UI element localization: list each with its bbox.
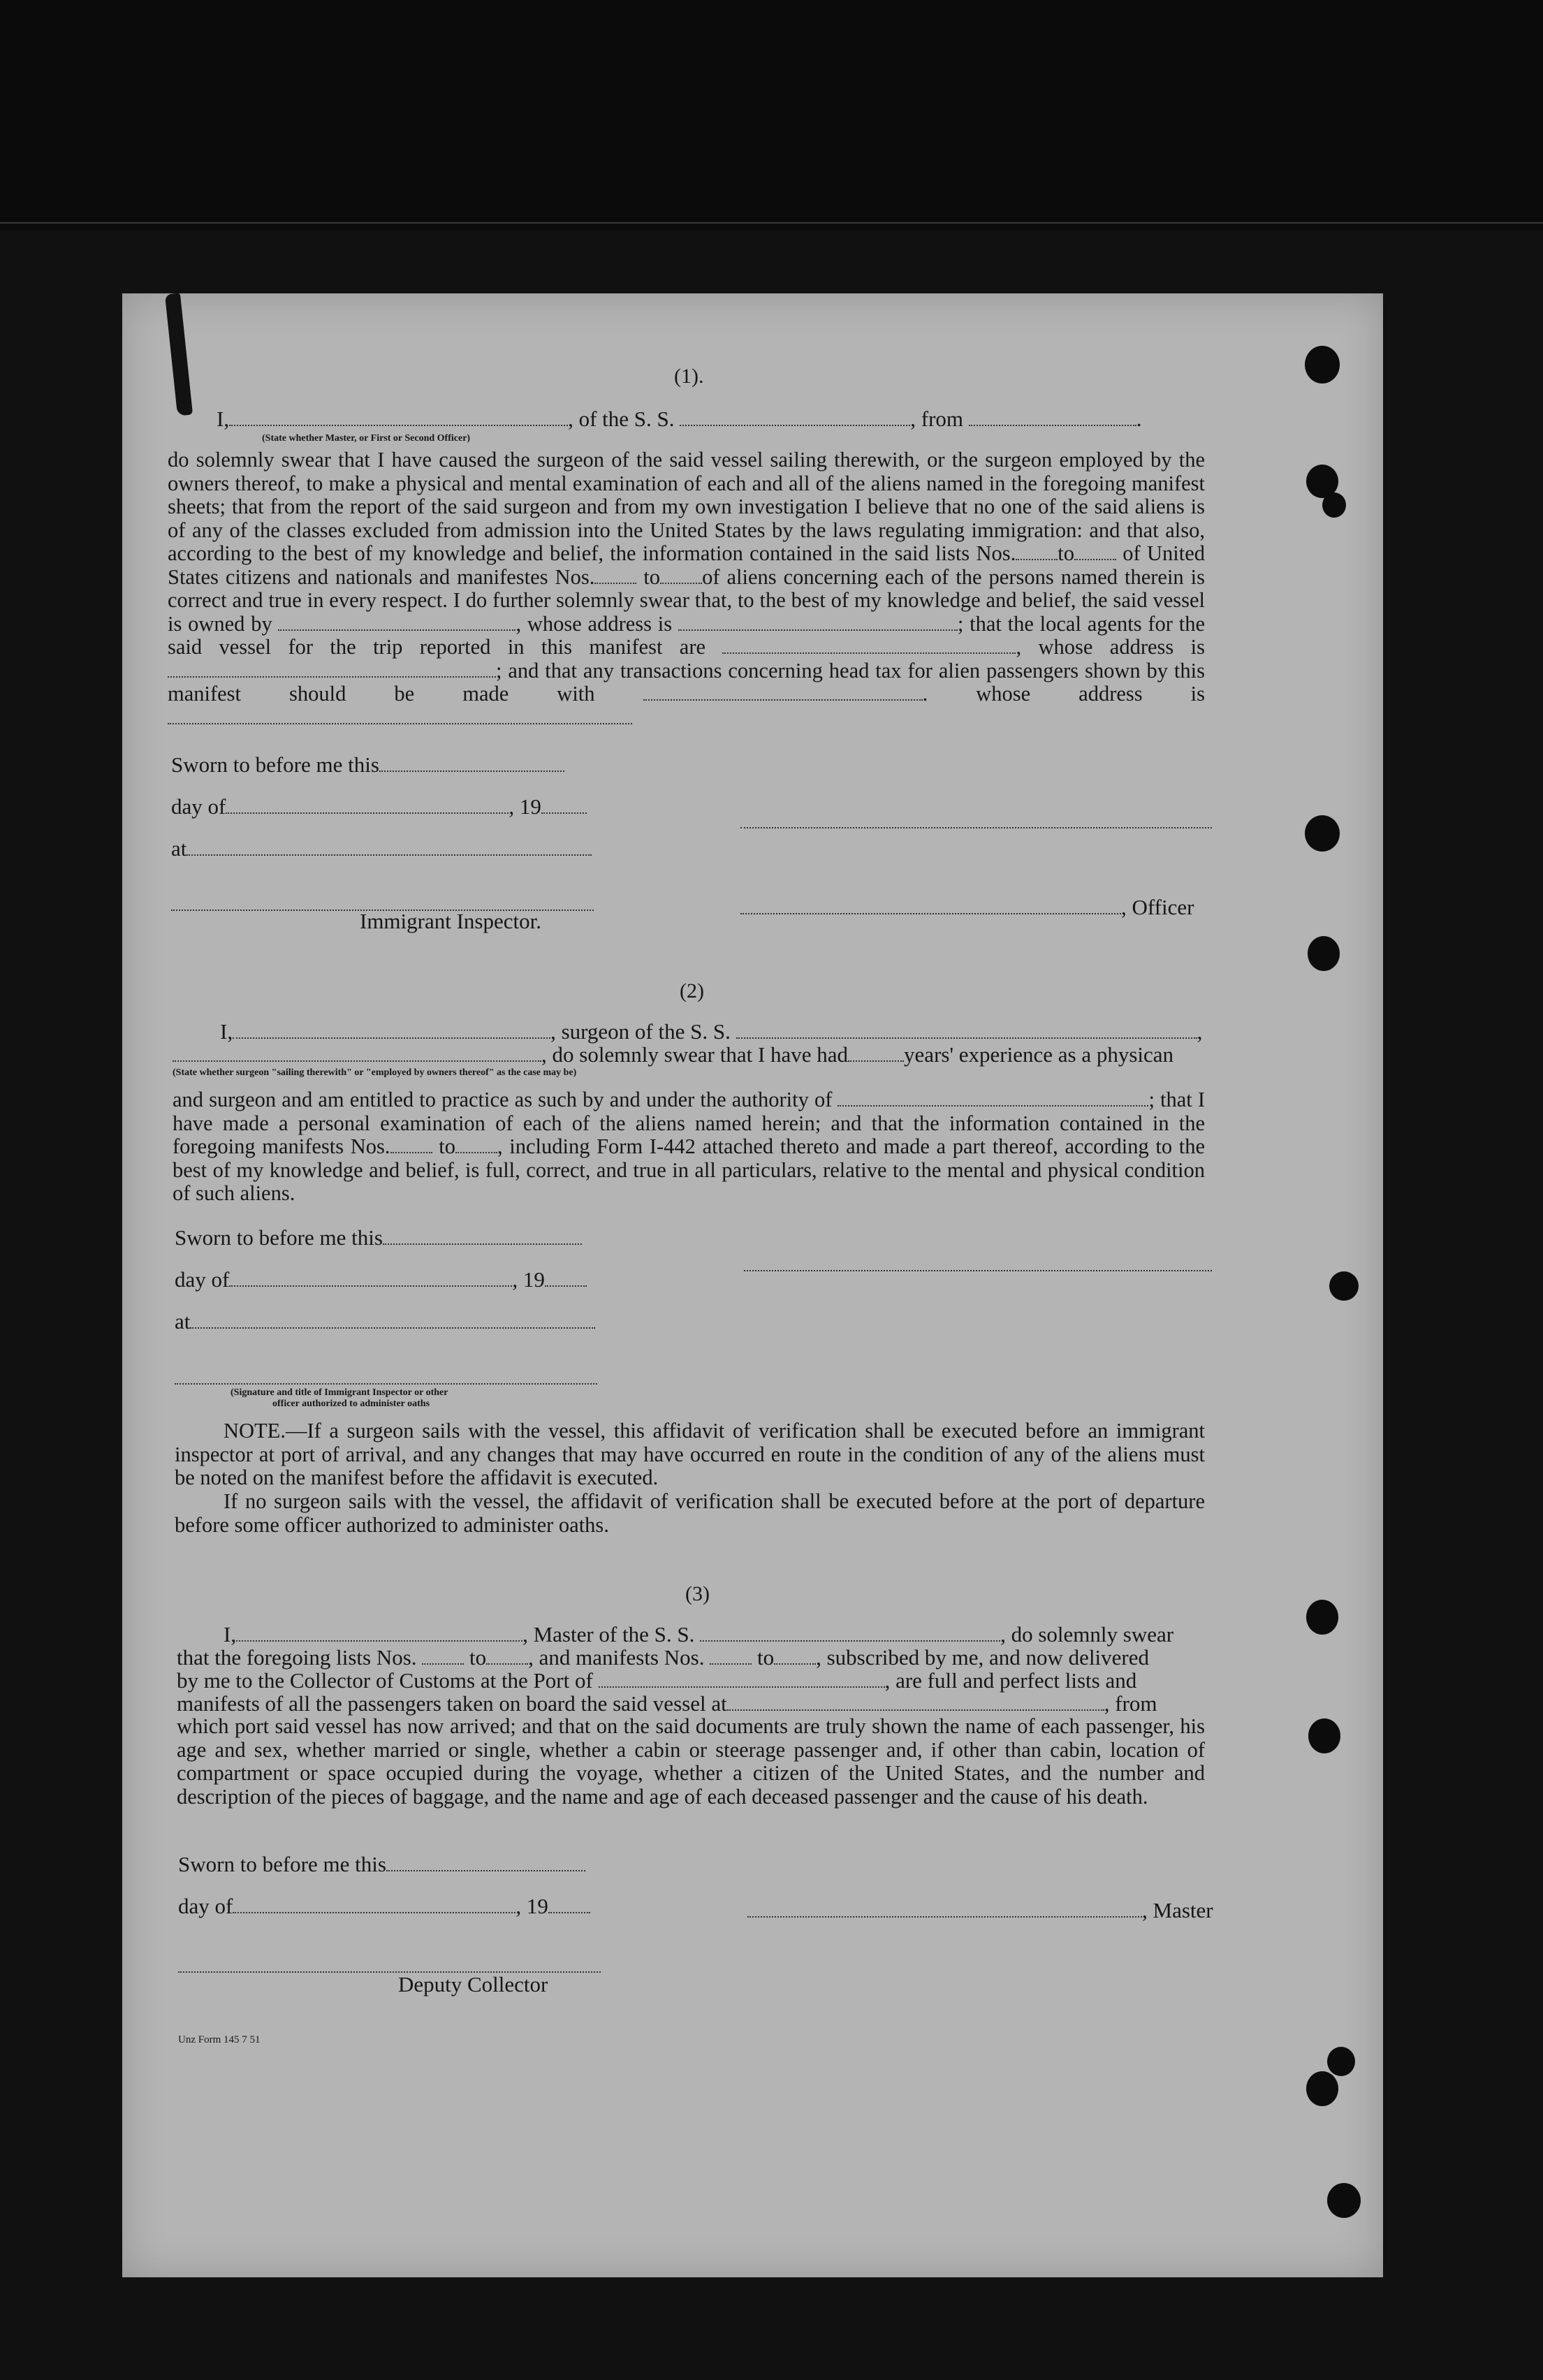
officer-name-field[interactable] xyxy=(229,409,568,426)
sworn-date-field[interactable] xyxy=(386,1855,585,1871)
section-3-lists-line xyxy=(177,1646,1149,1669)
section-1-number: (1). xyxy=(674,365,704,388)
boarded-label: manifests of all the passengers taken on board the said vessel at xyxy=(177,1691,727,1716)
year-label: , 19 xyxy=(515,1894,548,1918)
perfect-lists-label: , are full and perfect lists and xyxy=(884,1668,1137,1693)
period: . xyxy=(922,682,928,706)
oath-text-tail: of aliens concerning each of the persons named therein is correct and true in every respect. I do further solemnly swear that, to the best of my knowledge and belief, the said vessel is owned by xyxy=(168,564,1206,636)
punch-hole xyxy=(1305,815,1340,852)
signature-hint-1: (Signature and title of Immigrant Inspector or other xyxy=(231,1387,448,1398)
master-label: , Master xyxy=(1142,1898,1213,1922)
lists-from-field[interactable] xyxy=(1016,543,1058,560)
lists-to-field[interactable] xyxy=(486,1648,528,1665)
sworn-label: Sworn to before me this xyxy=(178,1852,386,1876)
punch-hole xyxy=(1306,2071,1338,2106)
examination-text-tail: , including Form I-442 attached thereto and made a part thereof, according to the best of my knowledge and belief, is full, correct, and true in all particulars, relative to the mental and physical condition of such aliens. xyxy=(173,1134,1205,1205)
swear-label: , do solemnly swear that I have had xyxy=(541,1042,849,1067)
note-paragraph-2 xyxy=(175,1490,1205,1537)
manifests-to-field[interactable] xyxy=(660,567,702,584)
lists-from-field[interactable] xyxy=(422,1648,464,1665)
section-3-oath-body xyxy=(177,1715,1205,1809)
authority-field[interactable] xyxy=(838,1090,1148,1107)
officer-hint: (State whether Master, or First or Second Officer) xyxy=(262,433,471,444)
section-3-port-line xyxy=(177,1669,1136,1692)
officer-label: , Officer xyxy=(1121,895,1194,919)
month-field[interactable] xyxy=(229,1270,512,1287)
head-tax-field[interactable] xyxy=(643,684,923,701)
oath-text: do solemnly swear that I have caused the surgeon of the said vessel sailing therewith, or the surgeon employed by the owners thereof, to make a physical and mental examination of each and all of the aliens named in the foregoing manifest sheets; that from the report of the said surgeon and from my own investigation I believe that no one of the said aliens is of any of the classes excluded from admission into the United States by the laws regulating immigration: and that also, according to the best of my knowledge and belief, the information contained in the said lists Nos. xyxy=(168,448,1205,565)
day-of-label: day of xyxy=(171,794,226,819)
sworn-label: Sworn to before me this xyxy=(175,1225,383,1250)
deputy-collector-label: Deputy Collector xyxy=(398,1972,548,1996)
ink-margin-mark xyxy=(165,293,193,416)
port-field[interactable] xyxy=(599,1671,885,1688)
oath-text-mid: of United States citizens and nationals and manifestes Nos. xyxy=(168,541,1205,589)
inspector-label: Immigrant Inspector. xyxy=(360,909,541,933)
year-label: , 19 xyxy=(509,794,541,819)
section-1-oath-body xyxy=(168,448,1205,729)
year-field[interactable] xyxy=(545,1270,587,1287)
section-2-opening-line xyxy=(220,1020,1202,1043)
officer-signature-line[interactable] xyxy=(740,826,1212,828)
signature-hint-2: officer authorized to administer oaths xyxy=(272,1399,430,1409)
ship-label: , of the S. S. xyxy=(568,407,675,431)
to-label-2: to xyxy=(756,1645,775,1670)
i-label: I, xyxy=(224,1622,237,1647)
from-label: , from xyxy=(910,407,964,431)
manifests-from-field[interactable] xyxy=(710,1648,752,1665)
note-paragraph-1 xyxy=(175,1419,1205,1490)
head-tax-address-field[interactable] xyxy=(168,708,632,724)
manifests-from-field[interactable] xyxy=(390,1137,432,1153)
note-text-2: If no surgeon sails with the vessel, the affidavit of verification shall be executed before at the port of departure before some officer authorized to administer oaths. xyxy=(175,1489,1205,1537)
day-of-line-2 xyxy=(175,1268,587,1291)
experience-label: years' experience as a physican xyxy=(904,1042,1174,1067)
passenger-details-text: which port said vessel has now arrived; and that on the said documents are truly shown the name of each passenger, his age and sex, whether married or single, whether a cabin or steerage passenger and, if other than cabin, location of compartment or space occupied during the voyage, whether a citizen of the United States, and the number and description of the pieces of baggage, and the name and age of each deceased passenger and the cause of his death. xyxy=(177,1714,1205,1809)
ship-name-field[interactable] xyxy=(680,409,910,426)
master-signature-field[interactable] xyxy=(747,1901,1142,1918)
owner-address-label: , whose address is xyxy=(515,611,673,636)
manifests-to-field[interactable] xyxy=(774,1648,816,1665)
sworn-line-3 xyxy=(178,1853,585,1876)
month-field[interactable] xyxy=(226,797,509,814)
month-field[interactable] xyxy=(233,1897,515,1913)
year-label: , 19 xyxy=(512,1267,545,1292)
sworn-line-1 xyxy=(171,753,564,776)
film-scan-line xyxy=(0,222,1543,224)
master-signature-line xyxy=(747,1899,1213,1922)
years-field[interactable] xyxy=(848,1045,904,1062)
day-of-line-3 xyxy=(178,1894,590,1918)
agents-field[interactable] xyxy=(722,637,1016,654)
swear-label: , do solemnly swear xyxy=(1000,1622,1174,1647)
from-port-field[interactable] xyxy=(969,409,1136,426)
at-line-1 xyxy=(171,837,592,860)
punch-hole xyxy=(1322,492,1346,518)
section-3-boarded-line xyxy=(177,1692,1157,1715)
sworn-line-2 xyxy=(175,1226,582,1249)
semicolon: ; xyxy=(1148,1088,1155,1111)
i-label: I, xyxy=(220,1019,233,1044)
manifests-to-field[interactable] xyxy=(455,1137,497,1153)
agents-address-label: , whose address is xyxy=(1016,635,1206,659)
year-field[interactable] xyxy=(541,797,587,814)
punch-hole xyxy=(1306,1600,1338,1635)
surgeon-status-field[interactable] xyxy=(173,1045,541,1062)
master-ship-field[interactable] xyxy=(700,1625,1000,1642)
punch-hole xyxy=(1305,346,1340,384)
owner-field[interactable] xyxy=(278,614,515,631)
to-label: to xyxy=(469,1645,487,1670)
punch-hole xyxy=(1308,1718,1340,1753)
sworn-date-field[interactable] xyxy=(379,755,564,772)
to-label: to xyxy=(1058,541,1074,565)
officer-signature-field[interactable] xyxy=(740,898,1121,914)
boarding-port-field[interactable] xyxy=(727,1694,1104,1711)
surgeon-name-field[interactable] xyxy=(233,1022,550,1039)
from-label: , from xyxy=(1104,1691,1157,1716)
head-tax-text: ; and that any transactions concerning head tax for alien passengers shown by this manifest should be made with xyxy=(168,658,1205,706)
manifests-from-field[interactable] xyxy=(594,567,636,584)
i-label: I, xyxy=(217,407,230,431)
note-text-1: NOTE.—If a surgeon sails with the vessel, this affidavit of verification shall be executed before an immigrant inspector at port of arrival, and any changes that may have occurred en route in the condition of any of the aliens must be noted on the manifest before the affidavit is executed. xyxy=(175,1419,1205,1489)
oath-officer-signature-line[interactable] xyxy=(175,1382,597,1385)
day-of-label: day of xyxy=(178,1894,233,1918)
section-2-oath-body xyxy=(173,1088,1205,1206)
master-ship-label: , Master of the S. S. xyxy=(522,1622,695,1647)
period: . xyxy=(1136,407,1142,431)
form-number: Unz Form 145 7 51 xyxy=(178,2034,261,2045)
agents-address-field[interactable] xyxy=(168,661,496,678)
sworn-date-field[interactable] xyxy=(383,1228,582,1245)
at-label: at xyxy=(175,1309,191,1334)
punch-hole xyxy=(1329,1271,1359,1301)
section-2-number: (2) xyxy=(680,979,704,1002)
surgeon-signature-line[interactable] xyxy=(744,1269,1212,1271)
authority-text: and surgeon and am entitled to practice as such by and under the authority of xyxy=(173,1088,833,1111)
agents-text: ; that the local agents for the said vessel for the trip reported in this manifest are xyxy=(168,611,1205,659)
manifest-affidavit-page xyxy=(122,293,1383,2277)
year-field[interactable] xyxy=(548,1897,590,1913)
place-field[interactable] xyxy=(187,839,592,856)
port-label: by me to the Collector of Customs at the Port of xyxy=(177,1668,593,1693)
to-label: to xyxy=(439,1134,455,1158)
sworn-label: Sworn to before me this xyxy=(171,752,379,777)
at-label: at xyxy=(171,836,187,861)
section-1-opening-line xyxy=(217,407,1142,430)
examination-text: that I have made a personal examination of each of the aliens named herein; and that the information contained in the foregoing manifests Nos. xyxy=(173,1088,1206,1158)
whose-address-label: whose address is xyxy=(976,682,1206,706)
day-of-line-1 xyxy=(171,795,587,818)
film-border-top xyxy=(0,0,1543,231)
punch-hole xyxy=(1327,2183,1361,2218)
comma: , xyxy=(1197,1019,1203,1044)
at-line-2 xyxy=(175,1310,595,1333)
lists-label: that the foregoing lists Nos. xyxy=(177,1645,417,1670)
day-of-label: day of xyxy=(175,1267,230,1292)
to-label-2: to xyxy=(643,564,661,589)
surgeon-status-hint: (State whether surgeon "sailing therewith" or "employed by owners thereof" as the case may be) xyxy=(173,1067,577,1078)
manifests-label: , and manifests Nos. xyxy=(528,1645,705,1670)
surgeon-ship-field[interactable] xyxy=(736,1022,1197,1039)
place-field[interactable] xyxy=(190,1312,595,1329)
punch-hole xyxy=(1308,936,1340,971)
section-2-second-line xyxy=(173,1043,1173,1066)
punch-hole xyxy=(1327,2047,1355,2076)
master-name-field[interactable] xyxy=(236,1625,522,1642)
officer-label-line xyxy=(740,896,1194,919)
section-3-opening-line xyxy=(224,1623,1173,1646)
lists-to-field[interactable] xyxy=(1074,543,1116,560)
owner-address-field[interactable] xyxy=(678,614,958,631)
section-3-number: (3) xyxy=(685,1582,710,1605)
surgeon-ship-label: , surgeon of the S. S. xyxy=(550,1019,731,1044)
delivered-label: , subscribed by me, and now delivered xyxy=(816,1645,1150,1670)
